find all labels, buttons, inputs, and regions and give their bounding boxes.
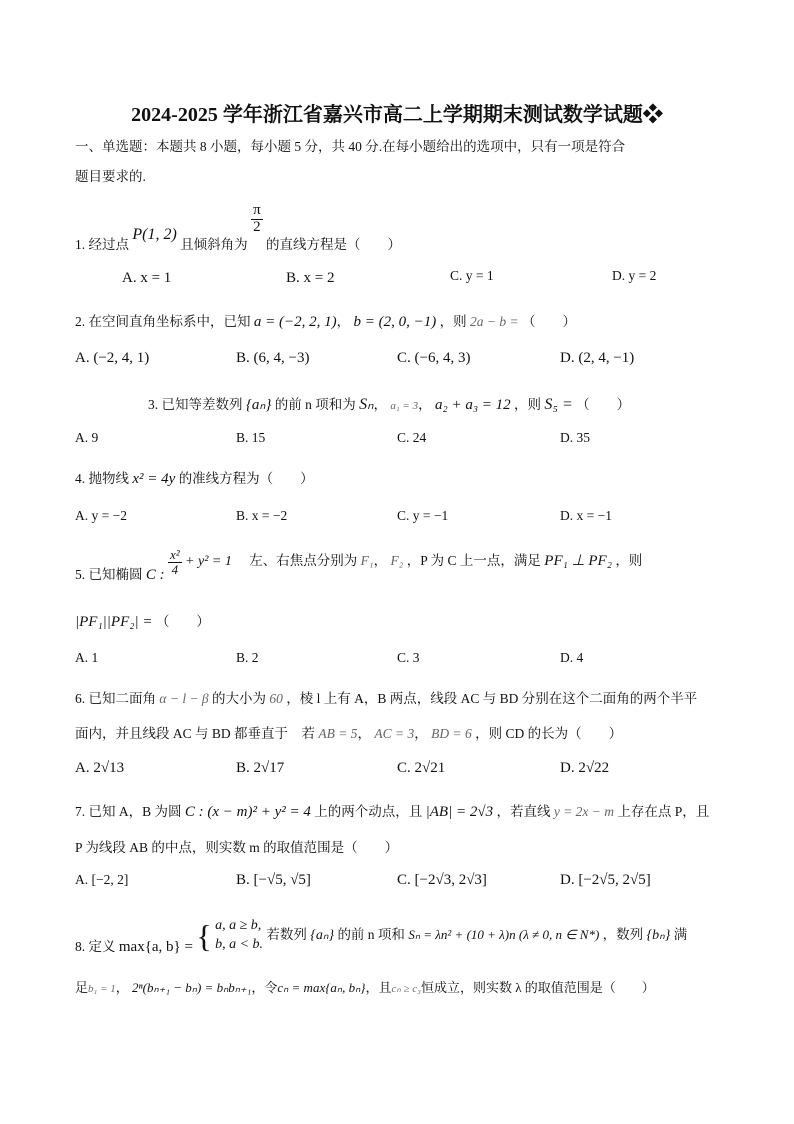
section-heading: 一、单选题：本题共 8 小题，每小题 5 分，共 40 分.在每小题给出的选项中，只有一项是符合 — [75, 139, 626, 154]
q7-line-eq: y = 2x − m — [553, 804, 615, 819]
q1-option-a[interactable]: A. x = 1 — [122, 270, 172, 286]
q2-expression: 2a − b = — [469, 314, 519, 329]
q5-option-a[interactable]: A. 1 — [75, 650, 99, 665]
q8-line2-prefix: 足 — [75, 980, 89, 995]
q2-prefix: 2. 在空间直角坐标系中，已知 — [75, 314, 251, 329]
q7-ab: |AB| = 2√3 — [425, 804, 494, 820]
q4-suffix: 的准线方程为（ ） — [178, 471, 314, 486]
q2-mid: ，则 — [439, 314, 467, 329]
q5-end: ，则 — [615, 553, 643, 569]
q6-suffix: ，则 CD 的长为（ ） — [475, 726, 623, 741]
q5-perpendicular: PF₁ ⊥ PF₂ — [544, 553, 612, 570]
q8-case2: b, a < b. — [215, 936, 264, 952]
q3-comma2: ， — [418, 397, 432, 412]
question-6 — [75, 687, 697, 707]
q2-option-d[interactable]: D. (2, 4, −1) — [560, 350, 635, 366]
q6-option-d[interactable]: D. 2√22 — [560, 760, 610, 776]
q6-option-b[interactable]: B. 2√17 — [236, 760, 285, 776]
q7-end: 上存在点 P，且 — [617, 804, 710, 819]
q6-prefix: 6. 已知二面角 — [75, 691, 156, 706]
q8-max-def: max{a, b} = — [118, 938, 193, 955]
q8-recurrence: 2ⁿ(bₙ₊₁ − bₙ) = bₙbₙ₊₁ — [132, 980, 252, 995]
q2-vector-b: b = (2, 0, −1) — [353, 314, 437, 330]
q1-point: P(1, 2) — [132, 226, 177, 244]
question-8 — [75, 917, 687, 961]
q3-sn: Sₙ — [359, 396, 374, 413]
q7-option-b[interactable]: B. [−√5, √5] — [236, 872, 311, 888]
q8-suffix: 恒成立，则实数 λ 的取值范围是（ ） — [421, 980, 655, 995]
q6-mid2: ，棱 l 上有 A，B 两点，线段 AC 与 BD 分别在这个二面角的两个半平 — [286, 691, 698, 706]
q8-b1: b₁ = 1 — [88, 983, 116, 995]
q3-option-a[interactable]: A. 9 — [75, 430, 99, 445]
q1-angle-fraction — [251, 203, 263, 236]
q5-option-d[interactable]: D. 4 — [560, 650, 584, 665]
q8-sn: Sₙ = λn² + (10 + λ)n (λ ≠ 0, n ∈ N*) — [408, 926, 600, 942]
q3-prefix: 3. 已知等差数列 — [148, 397, 243, 412]
q3-a1: a₁ = 3 — [390, 400, 419, 412]
q1-option-c[interactable]: C. y = 1 — [450, 268, 494, 283]
q2-vector-a: a = (−2, 2, 1) — [253, 314, 337, 330]
q7-mid2: ，若直线 — [496, 804, 551, 819]
q5-prefix: 5. 已知椭圆 — [75, 567, 143, 583]
q4-option-b[interactable]: B. x = −2 — [236, 508, 288, 523]
q3-suffix: （ ） — [576, 397, 631, 412]
q6-comma2: ， — [414, 726, 428, 741]
q3-condition: a₂ + a₃ = 12 — [434, 397, 511, 413]
q3-mid1: 的前 n 项和为 — [274, 397, 356, 412]
q6-option-c[interactable]: C. 2√21 — [397, 760, 446, 776]
q5-mid1: 左、右焦点分别为 — [249, 553, 358, 569]
q4-option-a[interactable]: A. y = −2 — [75, 508, 127, 523]
q7-option-a[interactable]: A. [−2, 2] — [75, 872, 129, 887]
q4-option-d[interactable]: D. x = −1 — [560, 508, 612, 523]
question-5 — [75, 548, 642, 588]
section-heading-cont: 题目要求的. — [75, 169, 146, 184]
q7-mid1: 上的两个动点，且 — [314, 804, 423, 819]
q8-condition: cₙ ≥ c₃ — [391, 983, 421, 995]
q1-suffix: 的直线方程是（ ） — [266, 237, 402, 253]
q8-mid3: ，数列 — [602, 926, 644, 942]
question-7 — [75, 800, 709, 821]
q8-end: 满 — [673, 926, 688, 942]
question-4 — [75, 467, 314, 488]
q6-line2-prefix: 面内，并且线段 AC 与 BD 都垂直于 若 — [75, 726, 316, 741]
q6-degree: 60 — [269, 691, 283, 706]
q1-prefix: 1. 经过点 — [75, 237, 129, 253]
q8-cn: cₙ = max{aₙ, bₙ} — [277, 980, 366, 995]
q1-option-d[interactable]: D. y = 2 — [612, 268, 657, 283]
q1-angle-num: π — [253, 202, 261, 218]
question-6-cont — [75, 722, 622, 742]
q4-option-c[interactable]: C. y = −1 — [397, 508, 449, 523]
q8-comma: ， — [115, 980, 129, 995]
q5-option-c[interactable]: C. 3 — [397, 650, 420, 665]
q5-comma: ， — [373, 553, 388, 569]
question-8-cont — [75, 977, 655, 996]
q5-ellipse-label: C : — [145, 567, 165, 584]
q7-circle: C : (x − m)² + y² = 4 — [184, 804, 311, 820]
q3-option-b[interactable]: B. 15 — [236, 430, 266, 445]
q5-f1: F₁ — [360, 553, 374, 569]
q5-mid2: ，P 为 C 上一点，满足 — [406, 553, 541, 569]
question-3 — [148, 393, 630, 414]
q8-seq-b: {bₙ} — [646, 927, 671, 943]
q6-mid1: 的大小为 — [212, 691, 267, 706]
q6-comma1: ， — [357, 726, 371, 741]
q8-mid2: 的前 n 项和 — [337, 926, 405, 942]
q3-s5: S₅ = — [544, 396, 573, 413]
q5-ellipse-fraction — [168, 548, 182, 576]
q7-option-c[interactable]: C. [−2√3, 2√3] — [397, 872, 487, 888]
q8-seq-a: {aₙ} — [310, 927, 335, 943]
q4-prefix: 4. 抛物线 — [75, 471, 129, 486]
q6-option-a[interactable]: A. 2√13 — [75, 760, 125, 776]
q2-option-c[interactable]: C. (−6, 4, 3) — [397, 350, 471, 366]
q6-ac: AC = 3 — [374, 726, 415, 741]
question-2 — [75, 310, 576, 331]
q8-mid1: 若数列 — [266, 926, 307, 942]
q6-ab: AB = 5 — [318, 726, 358, 741]
question-7-cont: P 为线段 AB 的中点，则实数 m 的取值范围是（ ） — [75, 840, 399, 855]
q5-ellipse-rest: + y² = 1 — [185, 554, 232, 570]
q3-sequence: {aₙ} — [245, 397, 272, 413]
q2-option-b[interactable]: B. (6, 4, −3) — [236, 350, 310, 366]
q5-frac-den: 4 — [171, 561, 179, 577]
q2-sep: ， — [336, 314, 351, 329]
q1-option-b[interactable]: B. x = 2 — [286, 270, 335, 286]
q4-equation: x² = 4y — [132, 471, 176, 487]
q3-comma1: ， — [373, 397, 387, 412]
q2-suffix: （ ） — [521, 314, 576, 329]
q6-bd: BD = 6 — [431, 726, 472, 741]
question-1 — [75, 200, 402, 253]
q7-option-d[interactable]: D. [−2√5, 2√5] — [560, 872, 651, 888]
q5-frac-num: x² — [170, 547, 180, 562]
q6-dihedral: α − l − β — [159, 691, 209, 706]
q1-angle-den: 2 — [253, 218, 261, 235]
q5-option-b[interactable]: B. 2 — [236, 650, 259, 665]
q3-option-c[interactable]: C. 24 — [397, 430, 427, 445]
q5-f2: F₂ — [390, 553, 404, 569]
q3-option-d[interactable]: D. 35 — [560, 430, 590, 445]
q3-mid2: ，则 — [514, 397, 542, 412]
q7-prefix: 7. 已知 A，B 为圆 — [75, 804, 182, 819]
q2-option-a[interactable]: A. (−2, 4, 1) — [75, 350, 150, 366]
q8-brace: { — [196, 917, 212, 954]
question-5-cont — [75, 610, 210, 631]
q1-mid: 且倾斜角为 — [180, 237, 248, 253]
q8-case1: a, a ≥ b, — [215, 918, 262, 933]
q8-mid5: ，且 — [365, 980, 392, 995]
q5-product: |PF₁||PF₂| = — [75, 614, 153, 630]
q8-mid4: ，令 — [251, 980, 278, 995]
q5-suffix: （ ） — [155, 614, 210, 629]
q8-prefix: 8. 定义 — [75, 938, 116, 954]
q8-cases — [215, 917, 263, 955]
page-title: 2024-2025 学年浙江省嘉兴市高二上学期期末测试数学试题❖ — [131, 104, 663, 126]
